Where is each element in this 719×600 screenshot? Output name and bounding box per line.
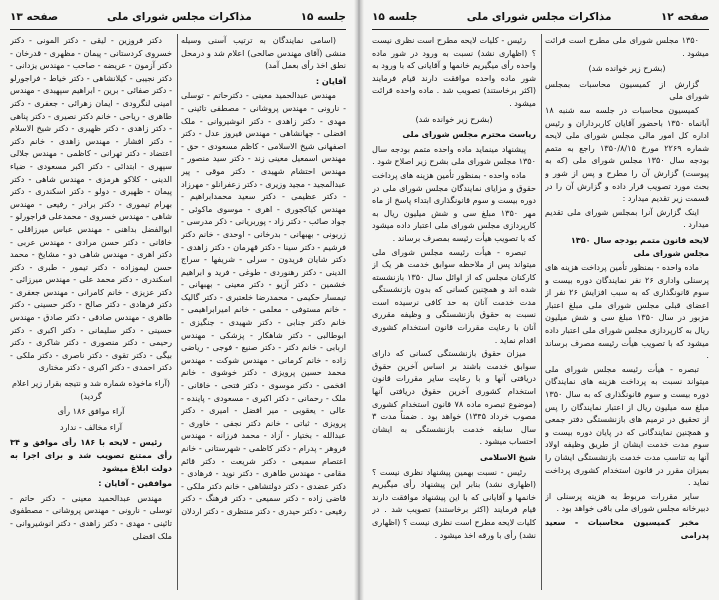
left-column-divider [177, 34, 178, 590]
right-header-rule [372, 29, 709, 30]
text-paragraph: ماده واحده - بمنظور تأمین پرداخت هزینه های پرسنلی واداری ۲۶ نفر نمایندگان دوره بیست و سوم قانونگذاری که به سبب افزایش ۲۶ نفر از اعضای قبلی مجلس شورای ملی مبلغ اعتبار مزبور در سال ۱۳۵۰ مبلغ سی و شش میلیون ریال به کارپردازی مجلس شورای ملی اعتبار داده میشود که با تصویب هیأت رئیسه مصرف برساند . [545, 262, 709, 361]
text-paragraph: اینک گزارش آنرا بمجلس شورای ملی تقدیم میدارد . [545, 206, 709, 230]
right-header-title: مذاکرات مجلس شورای ملی [466, 11, 612, 23]
text-paragraph: آراء موافق ۱۸۶ رأی [57, 406, 125, 417]
text-paragraph: (بشرح زیر خوانده شد) [415, 113, 493, 124]
text-paragraph: مخبر کمیسیون محاسبات - سعید پدرامی [545, 516, 709, 540]
text-paragraph: رئیس - لایحه با ۱۸۶ رأی موافق و ۳۴ رأی ممتنع تصویب شد و برای اجرا به دولت ابلاغ میشود [10, 437, 172, 473]
section-heading: آقایان : [315, 75, 346, 86]
text-paragraph: آراء مخالف - ندارد [60, 421, 122, 432]
left-session-label: جلسه ۱۵ [300, 11, 346, 23]
text-paragraph: تبصره - هیأت رئیسه مجلس شورای ملی میتواند نسبت به پرداخت هزینه های نمایندگان دوره بیست و سوم قانونگذاری که به سال ۱۳۵۰ مبلغ سه میلیون ریال از اعتبار نمایندگان را پس از تحقیق در ترمیم های بازنشستگی دفتر جمعی و همچنین نمایندگانی که در پایان دوره بیست و سوم مدت خدمت ایشان از طریق وظیفه اولاد آنها به تناسب مدت خدمت بازنشستگی ایشان را بمیزان مقرر در قانون استخدام کشوری پرداخت نماید . [545, 363, 709, 488]
left-page-number: صفحه ۱۳ [10, 11, 59, 23]
text-paragraph: مهندس عبدالحمید معینی - دکتر حاتم - توسلی - نارونی - مهندس پروشانی - مصطفوی تائینی - مهدی - دکتر زاهدی - دکتر انوشیروانی - ملک افضلی [10, 492, 172, 541]
text-paragraph: (بشرح زیر خوانده شد) [588, 63, 666, 74]
section-heading: ریاست محترم مجلس شورای ملی [402, 129, 536, 140]
text-paragraph: میزان حقوق بازنشستگی کسانی که دارای سوابق خدمت باشند بر اساس آخرین حقوق دریافتی آنها و با رعایت سایر مقررات قانون استخدام کشوری آخرین حقوق دریافتی آنها (موضوع تبصره ماده ۷۸ قانون استخدام کشوری مصوب خرداد ۱۳۴۵) خواهد بود . ضمناً مدت ۳ سال سابقه خدمت بازنشستگی به ایشان احتساب میشود . [372, 348, 536, 447]
left-header-rule [10, 29, 346, 30]
text-paragraph: رئیس - کلیات لایحه مطرح است نظری نیست ؟ (اظهاری نشد) نسبت به ورود در شور ماده واحده رأی میگیریم خانمها و آقایانی که با ورود به شور ماده واحده موافقت دارند قیام فرمایند (اکثر برخاستند) تصویب شد . ماده واحده قرائت میشود . [372, 35, 536, 108]
section-heading: لایحه قانون متمم بودجه سال ۱۳۵۰ مجلس شورای ملی [570, 234, 709, 258]
text-paragraph: تبصره - هیأت رئیسه مجلس شورای ملی میتواند پس از ملاحظه سوابق خدمت هر یک از کارکنان مجلس که از اوائل سال ۱۳۵۰ بازنشسته شده اند و همچنین کسانی که بدون بازنشستگی مدت خدمت آنان به حد کافی نرسیده است نسبت به حقوق بازنشستگی و وظیفه مقرری آنان با رعایت مقررات قانون استخدام کشوری اقدام نماید . [372, 246, 536, 345]
right-session-label: جلسه ۱۵ [372, 11, 418, 23]
left-page-right-column [181, 34, 346, 590]
section-heading: موافقین - آقایان : [98, 478, 172, 489]
left-page [0, 0, 356, 600]
text-paragraph: ماده واحده - بمنظور تأمین هزینه های پرداخت حقوق و مزایای نمایندگان مجلس شورای ملی در دوره بیست و سوم قانونگذاری ابتداء پاسخ از ماه مهر ۱۳۵۰ مبلغ سی و شش میلیون ریال به کارپردازی مجلس شورای ملی اعتبار داده میشود که با تصویب هیأت رئیسه بمصرف برساند . [372, 169, 536, 243]
text-paragraph: کمیسیون محاسبات در جلسه سه شنبه ۱۸ آبانماه ۱۳۵۰ باحضور آقایان کاربرداران و رئیس اداره کل امور مالی مجلس شورای ملی لایحه شماره ۲۲۶۹ مورخ ۱۳۵۰/۸/۱۵ راجع به متمم بودجه سال ۱۳۵۰ مجلس شورای ملی (که به پیوست) گزارش آن را مطرح و پس از شور و بحث مورد تصویب قرار داده و گزارش آن را در قسمت زیر تقدیم میدارد : [545, 104, 709, 204]
text-paragraph: پیشنهاد مینماید ماده واحده متمم بودجه سال ۱۳۵۰ مجلس شورای ملی بشرح زیر اصلاح شود . [372, 143, 536, 167]
left-page-header [10, 8, 346, 26]
right-column-divider [541, 34, 542, 590]
text-paragraph: گزارش از کمیسیون محاسبات بمجلس شورای ملی [545, 78, 709, 102]
right-page-left-column [372, 34, 536, 590]
text-paragraph: دکتر فروزین - لیقی - دکتر المونی - دکتر خسروی کردستانی - پیمان - مظهری - قدرخان - دکتر آزمون - عریضه - صاحب - مهندس یزدانی - دکتر نجیبی - کیلانشاهی - دکتر خیاط - فراجورلو - دکتر صفائی - برین - ابراهیم سپهبدی - مهندس امینی لنگرودی - ایمان زهرائی - جعفری - دکتر طاهری - ریاحی - خانم دکتر نصیری - دکتر پناهی - دکتر زاهدی - دکتر ظهیری - دکتر شیخ الاسلام - دکتر افشار - مهندس زاهدی - خانم دکتر اعتضاد - دکتر تهرانی - کاظمی - مهندس جلالی سپهری - ابتدائی - دکتر اکبر مسعودی - ضیاء الدینی - کلاکو هرمزی - مهندس شاهی - دکتر پیمان - ظهیری - دولو - دکتر اسکندری - دکتر بهرام تیموری - دکتر برادر - رفیعی - مهندس شاهی - مهندس خسروی - محمدعلی فراجورلو - ابوالفضل بداهنی - مهندس عباس میرزاقلی - خاقانی - دکتر حسن مرادی - مهندس عربی - دکتر اهری - مهندس شاهی دو - مشایخ - محمد حسن لیموزاده - دکتر تیمور - طبری - دکتر اسکندری - دکتر محمد علی - مهندس میرزائی - دکتر عزیزی - خانم کامرانی - مهندس جعفری - دکتر فرهادی - دکتر صالح - دکتر حسینی - دکتر طاهری - مهندس صادقی - دکتر صادق - مهندس حسینی - دکتر سلیمانی - دکتر اکبری - دکتر رحیمی - دکتر منصوری - دکتر شاکری - دکتر بیگی - دکتر تقوی - دکتر ناصری - دکتر ملکی - دکتر احمدی - دکتر اکبری - دکتر مختاری [10, 35, 172, 373]
text-paragraph: سایر مقررات مربوط به هزینه پرسنلی از دبیرخانه مجلس شورای ملی باقی خواهد بود . [545, 490, 709, 514]
right-page-number: صفحه ۱۲ [660, 11, 709, 23]
right-page [362, 0, 719, 600]
right-page-header [372, 8, 709, 26]
left-header-title: مذاکرات مجلس شورای ملی [107, 11, 252, 23]
text-paragraph: (آراء ماخوذه شماره شد و نتیجه بقرار زیر اعلام گردید) [11, 378, 170, 401]
text-paragraph: (اسامی نمایندگان به ترتیب آسنی وسیله منشی (آقای مهندس صالحی) اعلام شد و درمحل نطق اخذ رأی بعمل آمد) [181, 35, 346, 71]
right-page-right-column [545, 34, 709, 590]
text-paragraph: رئیس - نسبت بهمین پیشنهاد نظری نیست ؟ (اظهاری نشد) بنابر این پیشنهاد رأی میگیریم خانمها و آقایانی که با این پیشنهاد موافقت دارند قیام فرمایند (اکثر برخاستند) تصویب شد . در کلیات لایحه مطرح است نظری نیست ؟ (اظهاری نشد) رأی با ورقه اخذ میشود . [372, 466, 536, 540]
text-paragraph: ۱۳۵۰ مجلس شورای ملی مطرح است قرائت میشود . [545, 35, 709, 58]
text-paragraph: مهندس عبدالحمید معینی - دکترحاتم - توسلی - نارونی - مهندس پروشانی - مصطفی تائینی - مهدی - دکتر زاهدی - دکتر انوشیروانی - ملک افضلی - جهانشاهی - مهندس فیروز عدل - دکتر اصفهانی شیخ الاسلامی - کاظم مسعودی - حق - مهندس اسمعیل معینی زند - دکتر سید منصور - مهندس احتشام شهیدی - دکتر موقی - پیر عبدالمجید - مجید وزیری - دکتر زعفرانلو - مهرزاد - دکتر عظیمی - دکتر سعید محمدابراهیم - مهندس کیاکجوری - اهری - موسوی ماکوئی - جواد صائب - دکتر زاد - پوربریانی - ذکر مدرسی - زربونی - بهبهانی - بدرخانی - اوحدی - خانم دکتر فرشیم - دکتر سینا - دکتر قهرمان - دکتر زاهدی - دکتر شایان فریدون - سرلی - شریفها - سراج الدینی - دکتر رهنوردی - طوغی - فرید و ابراهیم خشمین - دکتر آزیو - دکتر معینی - بهبهانی - تیمسار حکیمی - محمدرضا خلعتبری - دکتر گالیک - خانم مستوفی - معلمی - خانم امیرابراهیمی - خانم دکتر جنابی - دکتر شهیدی - جنگیزی - ابوطالبی - دکتر شاهکار - پزشکی - مهندس اربابی - خانم دکتر - دکتر صنیع - فوجی - ریاضی زاده - خانم کرمانی - مهندس شوکت - مهندس محمد حسین پرویزی - دکتر خوشوی - خانم افخمی - دکتر موسوی - دکتر فتحی - خاقانی - ملک - رحمانی - دکتر اکبری - مسعودی - پاینده - عالی - یعقوبی - میر افضل - امیری - دکتر پرویزی - ثباتی - خانم دکتر نجفی - خاوری - عبدالله - بختیار - آزاد - محمد فرزانه - مهندس فروهر - پدرام - دکتر کاظمی - شهرستانی - خانم اعتصام سمیعی - دکتر شریعت - دکتر قائم مقامی - مهندس طاهری - دکتر نوید - فرهادی - دکتر عضدی - دکتر دولتشاهی - خانم دکتر ملکی - قاضی زاده - دکتر سمیعی - دکتر فرهنگ - دکتر رفیعی - دکتر حیدری - دکتر منتظری - دکتر اردلان [181, 90, 346, 516]
left-page-left-column [10, 34, 172, 590]
section-heading: شیخ الاسلامی [479, 452, 536, 462]
